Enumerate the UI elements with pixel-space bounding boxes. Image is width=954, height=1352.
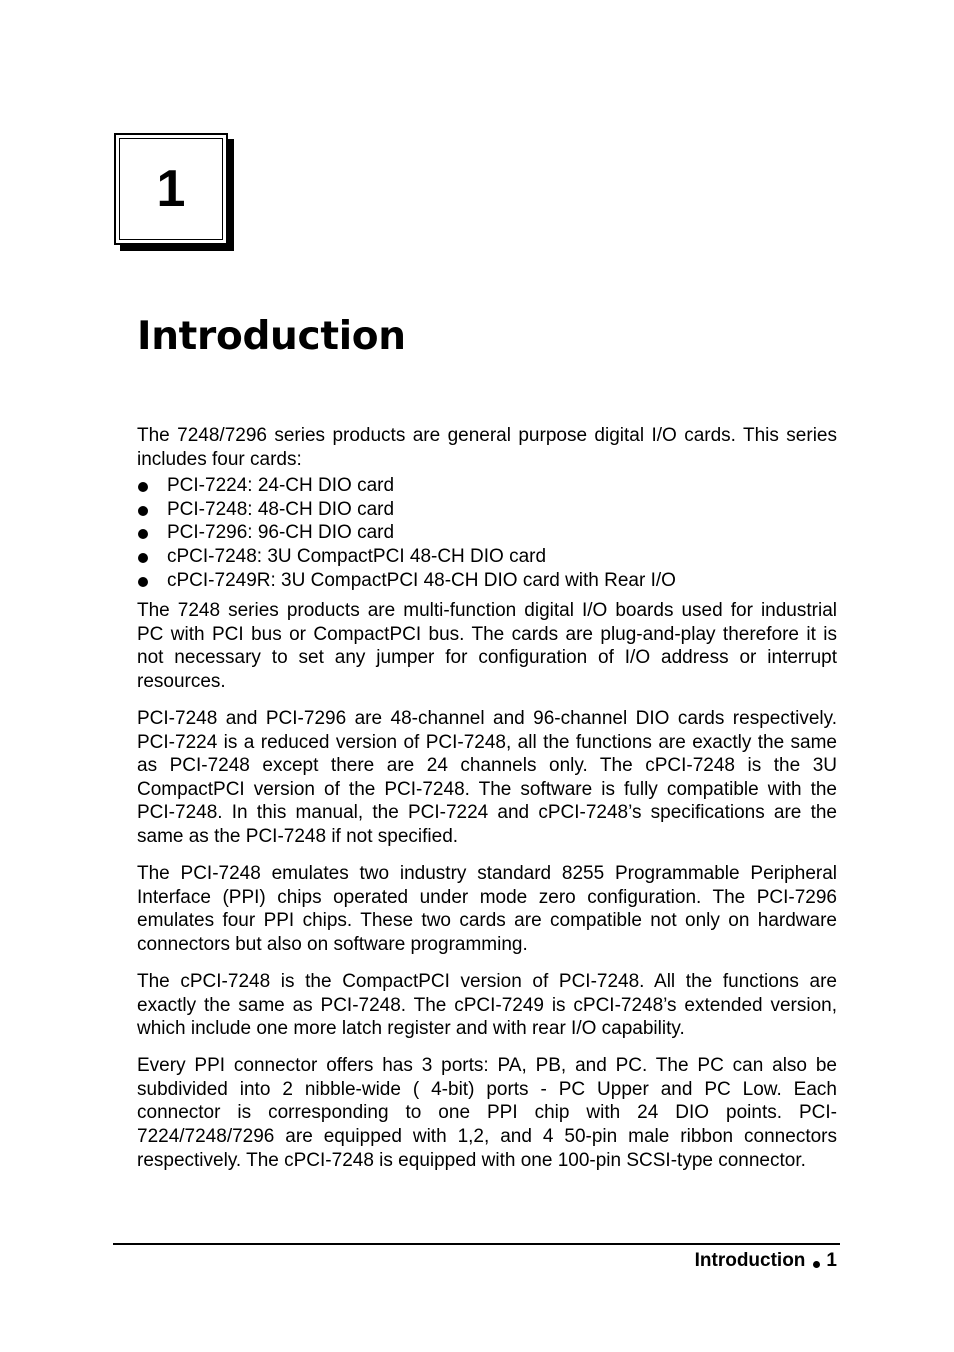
list-item: cPCI-7249R: 3U CompactPCI 48-CH DIO card with Rear I/O bbox=[137, 569, 837, 593]
body-content bbox=[137, 424, 837, 1186]
list-item: PCI-7296: 96-CH DIO card bbox=[137, 521, 837, 545]
body-paragraph: PCI-7248 and PCI-7296 are 48-channel and 96-channel DIO cards respectively. PCI-7224 is a reduced version of PCI-7248, all the functions are exactly the same as PCI-7248 except there are 24 channels only. The cPCI-7248 is the 3U CompactPCI version of the PCI-7248. The software is fully compatible with the PCI-7248. In this manual, the PCI-7224 and cPCI-7248’s specifications are the same as the PCI-7248 if not specified. bbox=[137, 708, 837, 847]
card-list bbox=[137, 474, 837, 592]
footer-divider bbox=[113, 1243, 840, 1245]
list-item: cPCI-7248: 3U CompactPCI 48-CH DIO card bbox=[137, 545, 837, 569]
intro-paragraph: The 7248/7296 series products are general purpose digital I/O cards. This series includes four cards: bbox=[137, 425, 837, 470]
list-item: PCI-7248: 48-CH DIO card bbox=[137, 498, 837, 522]
body-paragraph: The 7248 series products are multi-function digital I/O boards used for industrial PC with PCI bus or CompactPCI bus. The cards are plug-and-play therefore it is not necessary to set any jumper for configuration of I/O address or interrupt resources. bbox=[137, 600, 837, 692]
body-paragraph: The cPCI-7248 is the CompactPCI version of PCI-7248. All the functions are exactly the same as PCI-7248. The cPCI-7249 is cPCI-7248’s extended version, which include one more latch register and with rear I/O capability. bbox=[137, 970, 837, 1040]
bullet-dot-icon bbox=[813, 1261, 820, 1268]
list-item: PCI-7224: 24-CH DIO card bbox=[137, 474, 837, 498]
page-footer bbox=[695, 1249, 837, 1272]
body-paragraph: The PCI-7248 emulates two industry standard 8255 Programmable Peripheral Interface (PPI) chips operated under mode zero configuration. The PCI-7296 emulates four PPI chips. These two cards are compatible not only on hardware connectors but also on software programming. bbox=[137, 863, 837, 955]
chapter-number: 1 bbox=[119, 138, 223, 240]
chapter-number-box bbox=[114, 133, 228, 245]
body-paragraph: Every PPI connector offers has 3 ports: PA, PB, and PC. The PC can also be subdivided into 2 nibble-wide ( 4-bit) ports - PC Upper and PC Low. Each connector is corresponding to one PPI chip with 24 DIO points. PCI-7224/7248/7296 are equipped with 1,2, and 4 50-pin male ribbon connectors respectively. The cPCI-7248 is equipped with one 100-pin SCSI-type connector. bbox=[137, 1055, 837, 1171]
page-number: 1 bbox=[826, 1250, 837, 1271]
footer-section-title: Introduction bbox=[694, 1250, 806, 1271]
chapter-title: Introduction bbox=[137, 314, 406, 359]
